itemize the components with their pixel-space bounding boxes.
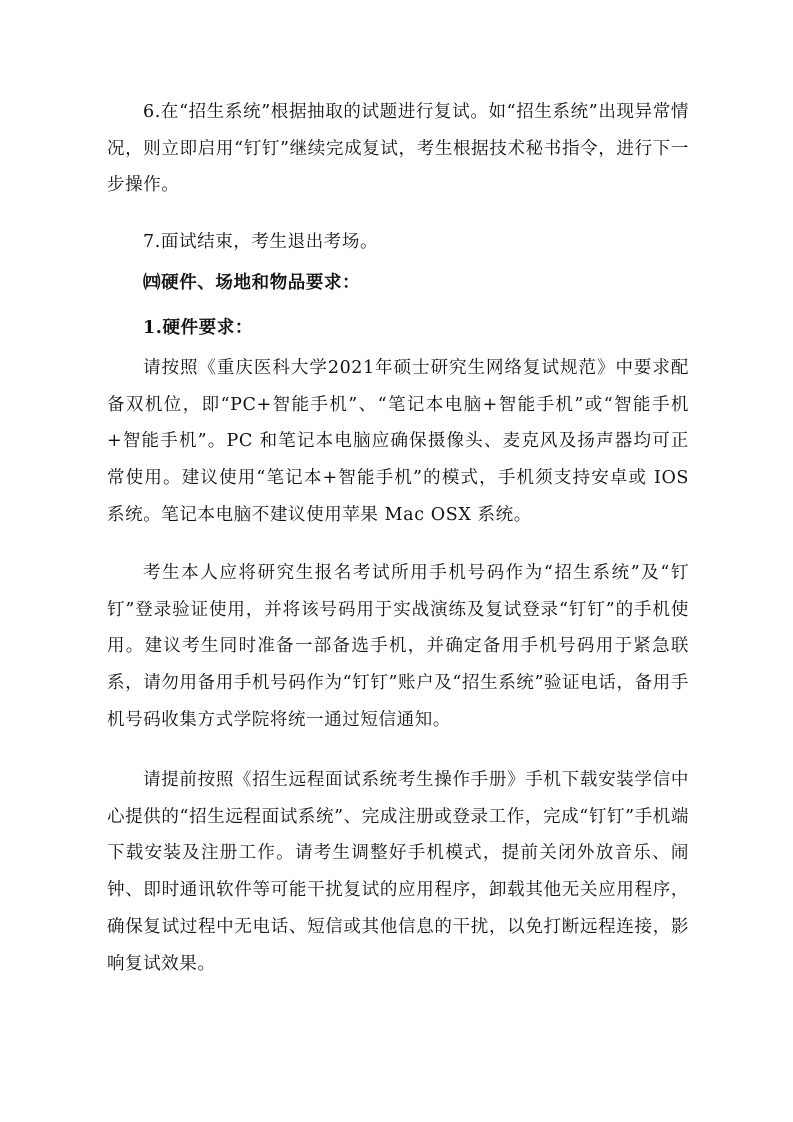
- paragraph-step-6: 6.在“招生系统”根据抽取的试题进行复试。如“招生系统”出现异常情况，则立即启用“钉钉”继续完成复试，考生根据技术秘书指令，进行下一步操作。: [107, 102, 689, 196]
- section-heading-hardware-venue: ㈣硬件、场地和物品要求：: [143, 273, 361, 293]
- paragraph-software-setup: 请提前按照《招生远程面试系统考生操作手册》手机下载安装学信中心提供的“招生远程面试系统”、完成注册或登录工作，完成“钉钉”手机端下载安装及注册工作。请考生调整好手机模式，提前关闭外放音乐、闹钟、即时通讯软件等可能干扰复试的应用程序，卸载其他无关应用程序，确保复试过程中无电话、短信或其他信息的干扰，以免打断远程连接，影响复试效果。: [107, 770, 689, 974]
- paragraph-phone-number-usage: 考生本人应将研究生报名考试所用手机号码作为“招生系统”及“钉钉”登录验证使用，并将该号码用于实战演练及复试登录“钉钉”的手机使用。建议考生同时准备一部备选手机，并确定备用手机号码用于紧急联系，请勿用备用手机号码作为“钉钉”账户及“招生系统”验证电话，备用手机号码收集方式学院将统一通过短信通知。: [107, 563, 689, 730]
- subheading-hardware-requirements: 1.硬件要求：: [143, 318, 253, 338]
- paragraph-step-7: 7.面试结束，考生退出考场。: [143, 232, 379, 252]
- paragraph-dual-device-requirements: 请按照《重庆医科大学2021年硕士研究生网络复试规范》中要求配备双机位，即“PC+智能手机”、“笔记本电脑+智能手机”或“智能手机+智能手机”。PC 和笔记本电脑应确保摄像头、麦克风及扬声器均可正常使用。建议使用“笔记本+智能手机”的模式，手机须支持安卓或 IOS 系统。笔记本电脑不建议使用苹果 Mac OSX 系统。: [107, 358, 689, 525]
